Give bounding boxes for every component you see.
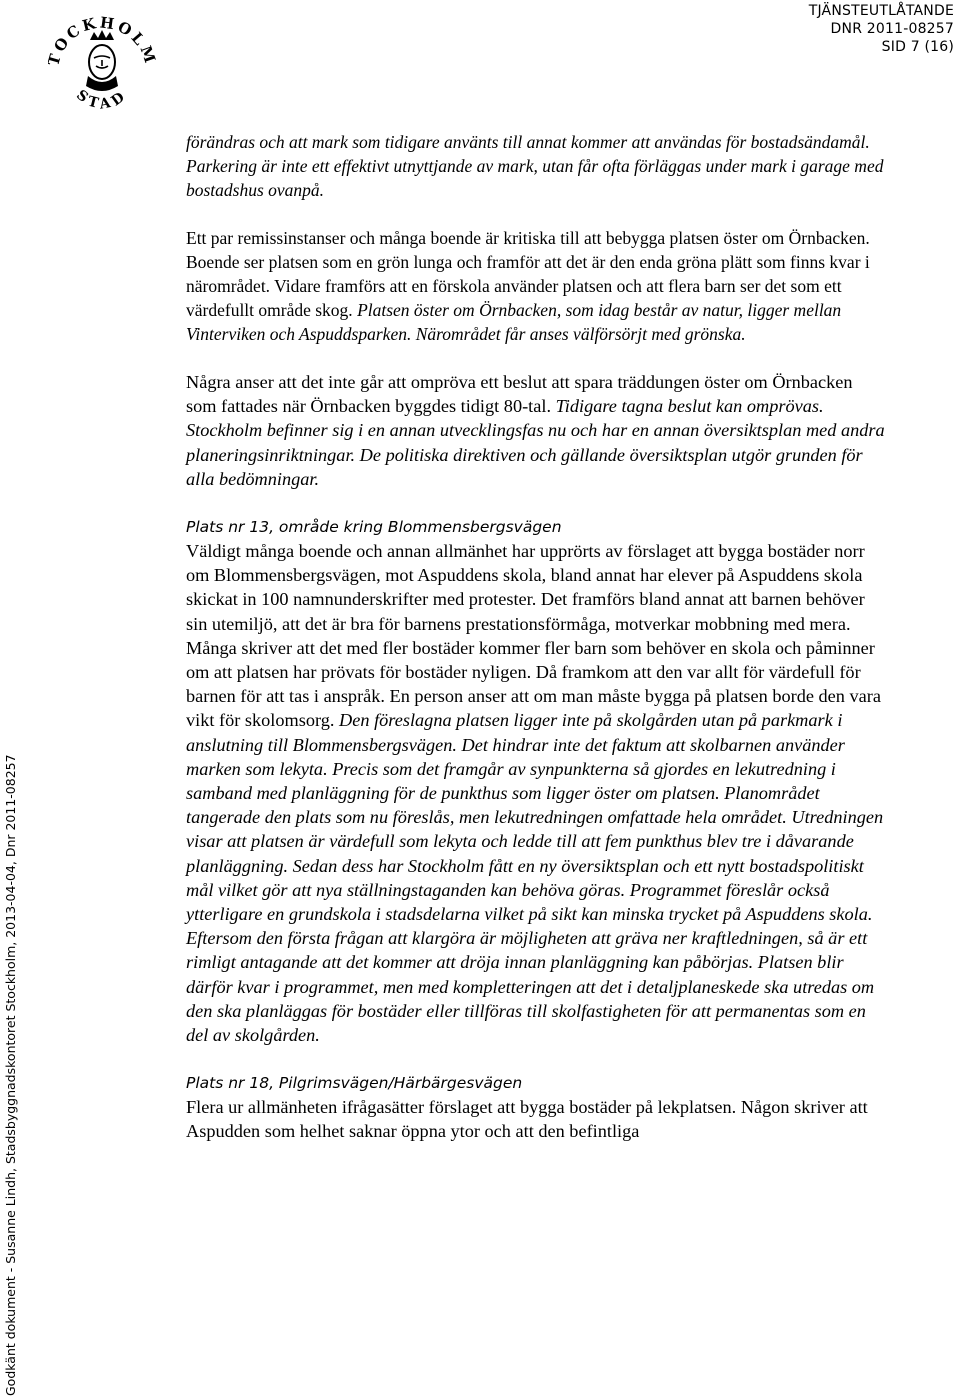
section-heading-plats-13: Plats nr 13, område kring Blommensbergsvägen [186, 518, 562, 537]
stockholms-stad-logo [48, 14, 156, 114]
svg-text:STAD: STAD [73, 87, 131, 113]
document-number: DNR 2011-08257 [830, 21, 954, 37]
ornbacken-response: Platsen öster om Örnbacken, som idag består av natur, ligger mellan Vinterviken och Aspuddsparken. Närområdet får anses välförsörjt med grönska. [186, 300, 842, 344]
paragraph-plats-13 [186, 539, 886, 1047]
paragraph-decision [186, 370, 886, 491]
paragraph-ornbacken [186, 226, 886, 346]
plats-13-response: Den föreslagna platsen ligger inte på skolgården utan på parkmark i anslutning till Blommensbergsvägen. Det hindrar inte det faktum att skolbarnen använder marken som lekyta. Precis som det framgår av synpunkterna så gjordes en lekutredning i samband med planläggning för de punkthus som ligger öster om platsen. Planområdet tangerade den plats som nu föreslås, men lekutredningen omfattade hela området. Utredningen visar att platsen är värdefull som lekyta och ledde till att fem punkthus blev tre i dåvarande planläggning. Sedan dess har Stockholm fått en ny översiktsplan och ett nytt bostadspolitiskt mål vilket gör att nya ställningstaganden kan behöva göras. Programmet föreslår också ytterligare en grundskola i stadsdelarna vilket på sikt kan minska trycket på Aspuddens skola. Eftersom den första frågan att klargöra är möjligheten att gräva ner kraftledningen, så är ett rimligt antagande att det kommer att dröja innan planläggning kan påbörjas. Platsen blir därför kvar i programmet, men med kompletteringen att det i detaljplaneskede ska utredas om den ska planläggas för bostäder eller tillföras till skolfastigheten för att permanentas som en del av skolgården. [186, 710, 884, 1046]
document-header [809, 2, 954, 56]
page-number: SID 7 (16) [881, 39, 954, 55]
paragraph-parking: förändras och att mark som tidigare använts till annat kommer att användas för bostadsändamål. Parkering är inte ett effektivt utnyttjande av mark, utan får ofta förläggas under mark i garage med bostadshus ovanpå. [186, 132, 884, 200]
plats-13-comments: Väldigt många boende och annan allmänhet har upprörts av förslaget att bygga bostäder norr om Blommensbergsvägen, mot Aspuddens skola, bland annat har elever på Aspuddens skola skickat in 100 namnunderskrifter med protester. Det framförs bland annat att barnen behöver sin utemiljö, att det är bra för barnens prestationsförmåga, motverkar mobbning med mera. Många skriver att det med fler bostäder kommer fler barn som behöver en skola och påminner om att platsen har prövats för bostäder nyligen. Då framkom att den var allt för värdefull för barnen för att tas i anspråk. En person anser att om man måste bygga på platsen borde den vara vikt för skolomsorg. [186, 541, 881, 731]
section-heading-plats-18: Plats nr 18, Pilgrimsvägen/Härbärgesvägen [186, 1074, 523, 1093]
document-type: TJÄNSTEUTLÅTANDE [808, 3, 954, 19]
approval-stamp: Godkänt dokument - Susanne Lindh, Stadsbyggnadskontoret Stockholm, 2013-04-04, Dnr 2011-08257 [3, 754, 18, 1396]
decision-response: Tidigare tagna beslut kan omprövas. Stockholm befinner sig i en annan utvecklingsfas nu och har en annan översiktsplan med andra planeringsinriktningar. De politiska direktiven och gällande översiktsplan utgör grunden för alla bedömningar. [186, 396, 885, 489]
paragraph-plats-18: Flera ur allmänheten ifrågasätter förslaget att bygga bostäder på lekplatsen. Någon skriver att Aspudden som helhet saknar öppna ytor och att den befintliga [186, 1097, 868, 1142]
document-body [186, 130, 886, 1144]
ornbacken-comments: Ett par remissinstanser och många boende är kritiska till att bebygga platsen öster om Örnbacken. Boende ser platsen som en grön lunga och framför att det är den enda gröna plätt som finns kvar i närområdet. Vidare framförs att en förskola använder platsen och att flera barn ser det som ett värdefullt område skog. [186, 228, 870, 320]
decision-comments: Några anser att det inte går att ompröva ett beslut att spara träddungen öster om Örnbacken som fattades när Örnbacken byggdes tidigt 80-tal. [186, 372, 853, 417]
svg-text:STOCKHOLMS: OCKHOL [50, 14, 151, 56]
